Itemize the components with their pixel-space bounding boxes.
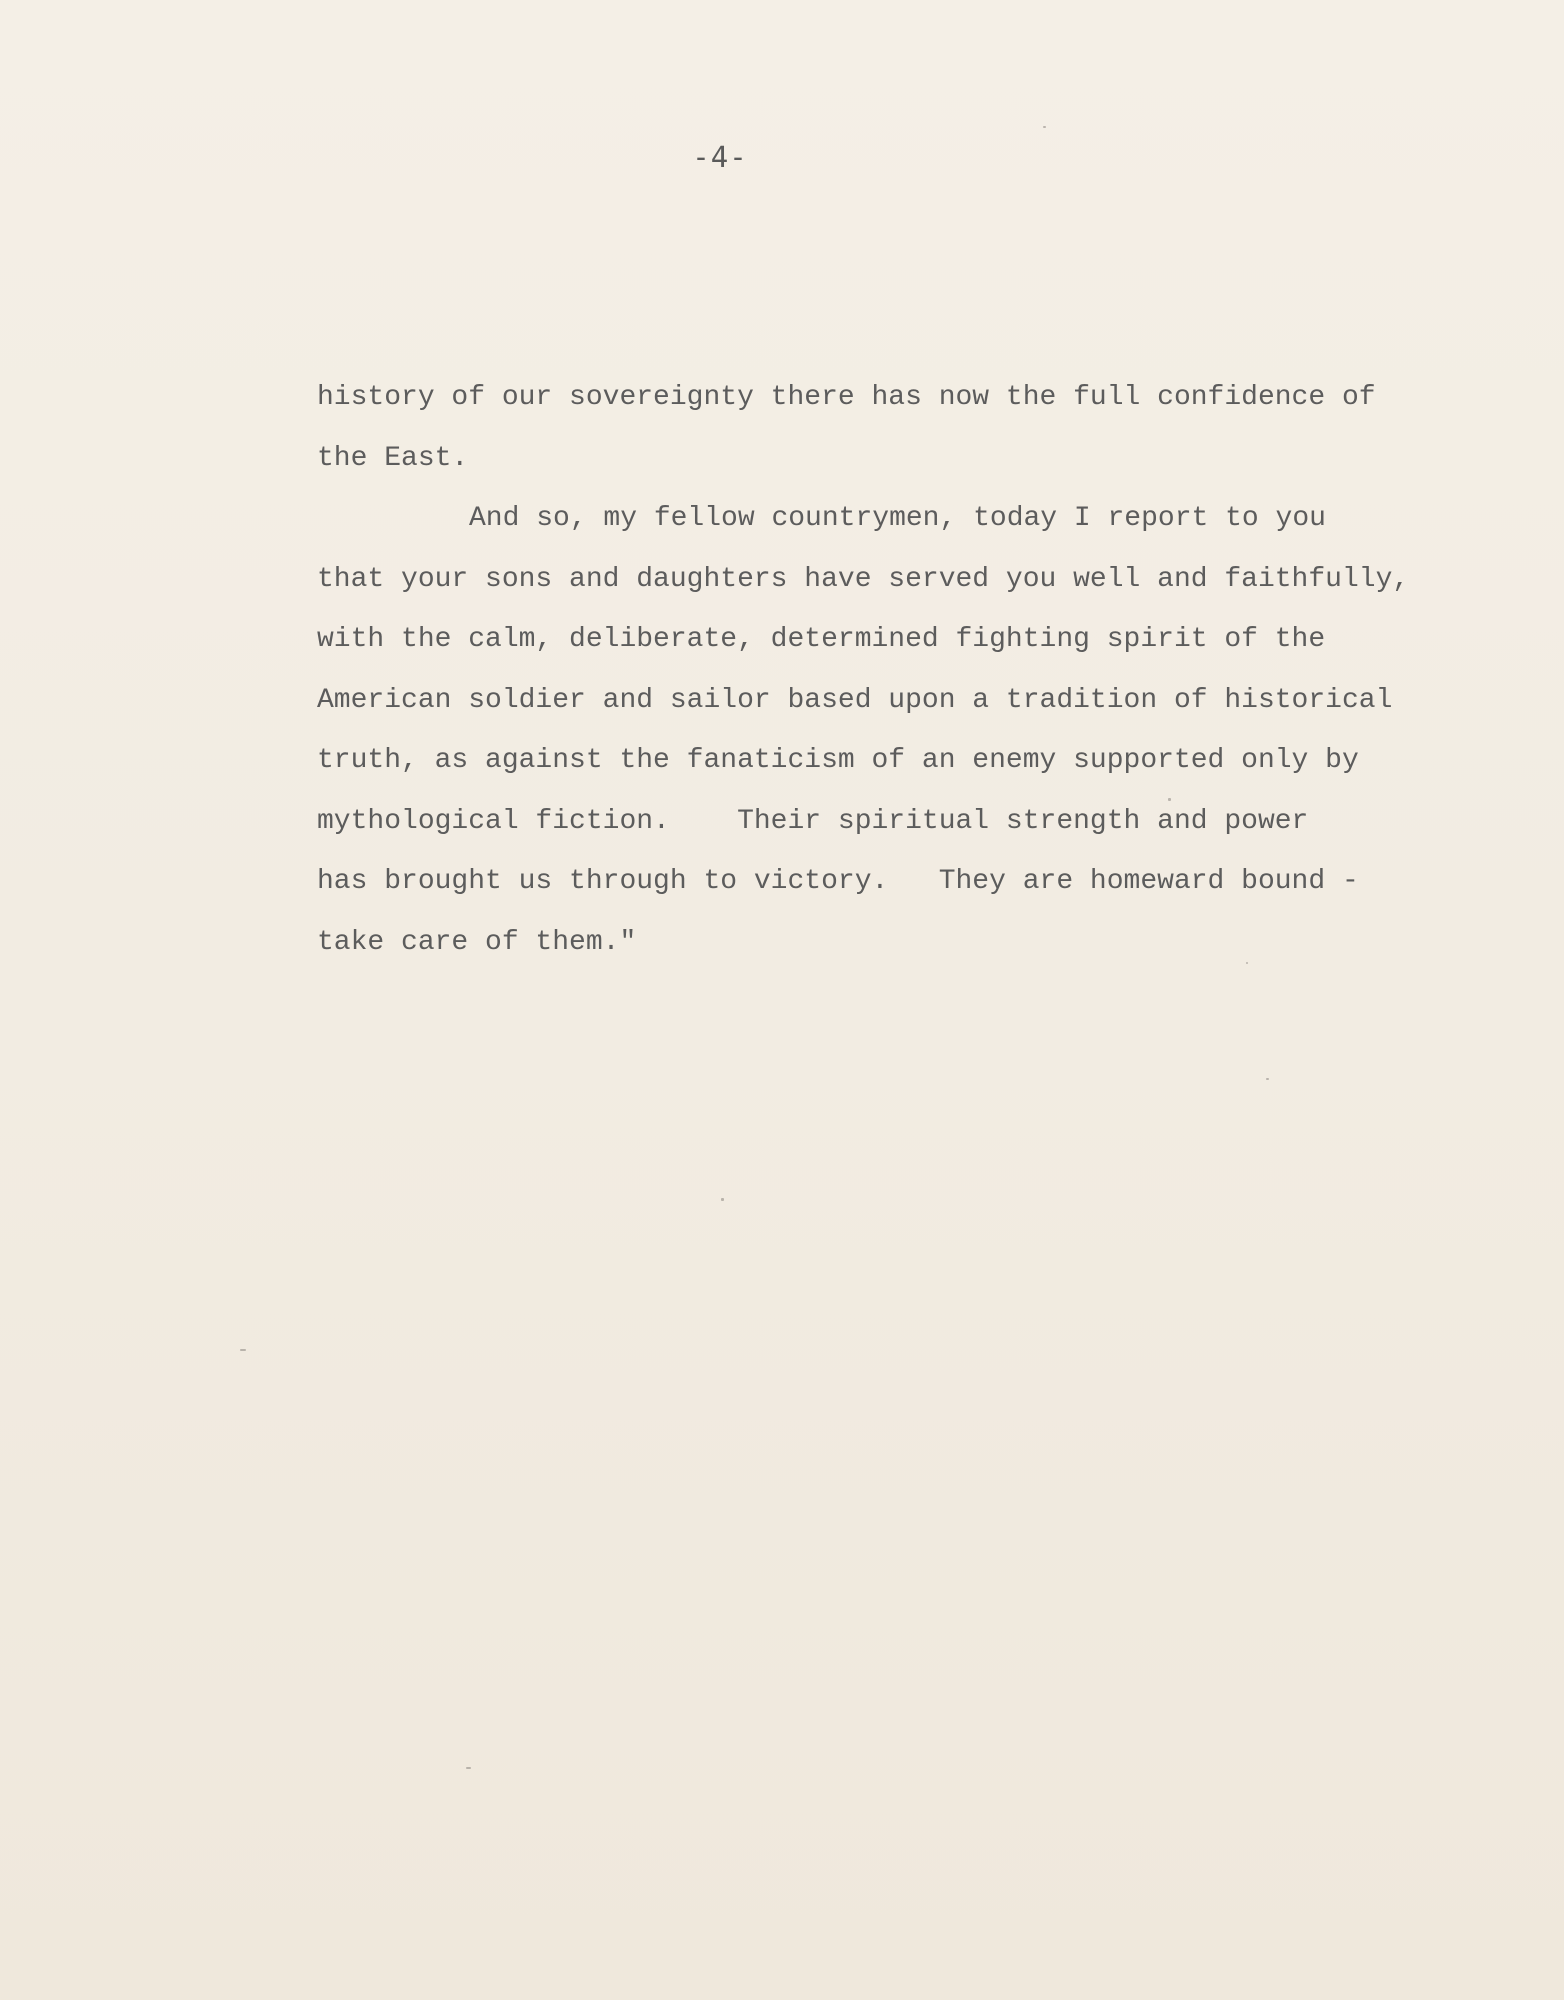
text-line: American soldier and sailor based upon a tradition of historical xyxy=(317,684,1393,716)
paper-speck xyxy=(1246,962,1248,964)
paper-speck xyxy=(1266,1078,1269,1080)
text-line: take care of them." xyxy=(317,926,637,958)
paragraph-start-line: And so, my fellow countrymen, today I report to you xyxy=(469,503,1326,534)
text-line: with the calm, deliberate, determined fighting spirit of the xyxy=(317,624,1326,655)
paper-speck xyxy=(1043,126,1046,128)
text-line: that your sons and daughters have served you well and faithfully, xyxy=(317,563,1410,595)
text-line: history of our sovereignty there has now the full confidence of xyxy=(317,382,1376,413)
paper-speck xyxy=(466,1767,471,1769)
text-line: truth, as against the fanaticism of an enemy supported only by xyxy=(317,745,1359,776)
text-line: mythological fiction. Their spiritual strength and power xyxy=(317,805,1309,837)
text-line: has brought us through to victory. They are homeward bound - xyxy=(317,866,1359,897)
body-text xyxy=(317,373,1410,978)
paper-speck xyxy=(240,1349,246,1351)
paper-speck xyxy=(721,1198,724,1201)
page-number: -4- xyxy=(692,140,748,174)
text-line: the East. xyxy=(317,442,469,474)
paper-speck xyxy=(1168,798,1171,801)
